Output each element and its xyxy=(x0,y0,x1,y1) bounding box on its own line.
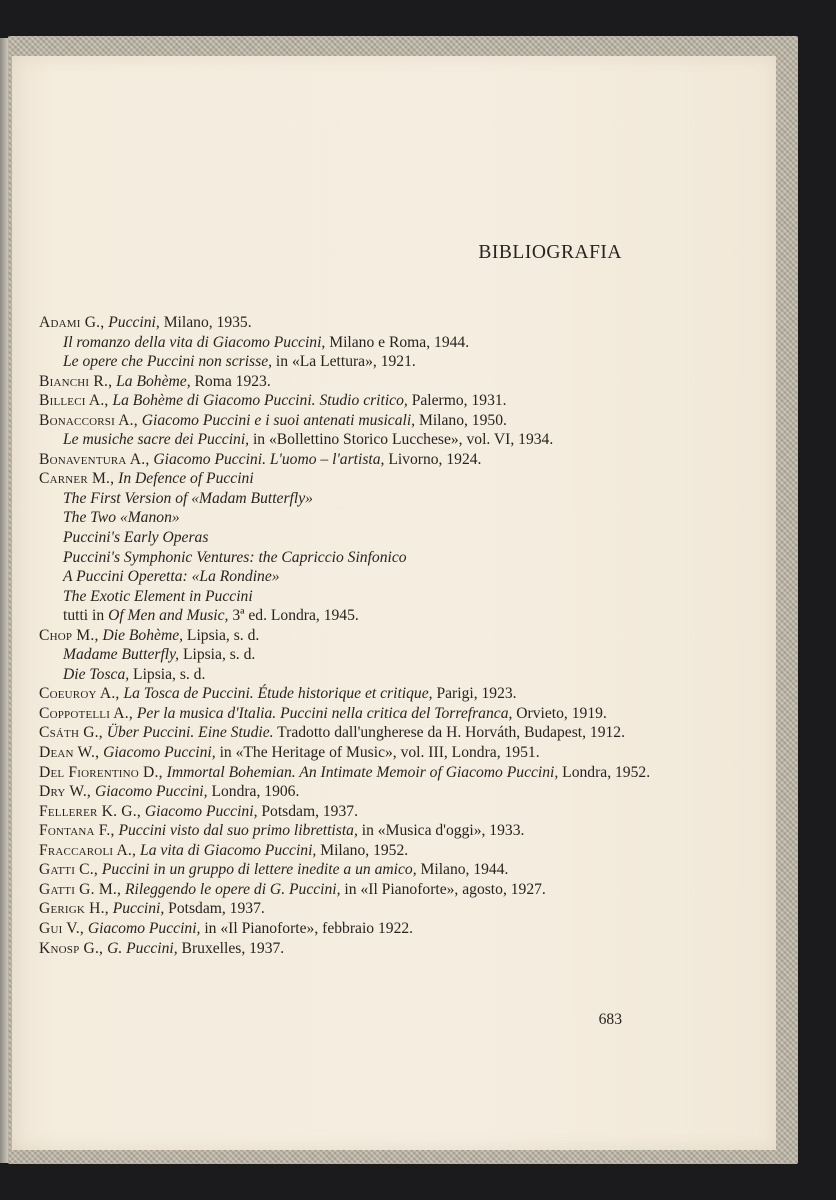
entry-details: Milano, 1935. xyxy=(159,314,252,331)
entry-title: The Exotic Element in Puccini xyxy=(63,587,253,605)
bibliography-entry xyxy=(39,489,639,509)
bibliography-entry xyxy=(39,665,639,685)
entry-title: Puccini, xyxy=(108,314,160,331)
entry-title: Giacomo Puccini, xyxy=(103,744,216,762)
entry-details: 3ª ed. Londra, 1945. xyxy=(228,607,359,625)
entry-details: tutti in xyxy=(63,607,109,625)
bibliography-entry xyxy=(39,860,639,880)
entry-title: La Bohème, xyxy=(116,372,191,390)
bibliography-entry xyxy=(39,626,639,646)
entry-title: Die Bohème, xyxy=(102,626,184,644)
bibliography-entry xyxy=(39,313,639,333)
entry-details: in «Musica d'oggi», 1933. xyxy=(357,822,525,840)
bibliography-entry xyxy=(39,469,639,489)
bibliography-entry xyxy=(39,880,639,900)
entry-title: In Defence of Puccini xyxy=(118,470,254,488)
entry-author: Bianchi R., xyxy=(39,372,113,390)
entry-title: Of Men and Music, xyxy=(108,607,229,625)
bibliography-entry xyxy=(39,450,639,470)
entry-title: G. Puccini, xyxy=(107,939,178,957)
entry-author: Chop M., xyxy=(39,626,99,644)
entry-title: Rileggendo le opere di G. Puccini, xyxy=(125,880,341,898)
entry-author: Gui V., xyxy=(39,919,84,937)
entry-author: Fraccaroli A., xyxy=(39,841,137,859)
entry-details: Potsdam, 1937. xyxy=(257,802,358,820)
bibliography-entry xyxy=(39,743,639,763)
entry-title: Le opere che Puccini non scrisse, xyxy=(63,353,273,371)
bibliography-entry xyxy=(39,821,639,841)
entry-title: The First Version of «Madam Butterfly» xyxy=(63,489,313,507)
entry-author: Dean W., xyxy=(39,744,100,762)
entry-title: Le musiche sacre dei Puccini, xyxy=(63,431,250,449)
bibliography-entry xyxy=(39,919,639,939)
entry-title: Per la musica d'Italia. Puccini nella critica del Torrefranca, xyxy=(136,704,513,722)
entry-title: Puccini visto dal suo primo librettista, xyxy=(118,822,358,840)
bibliography-entry xyxy=(39,352,639,372)
entry-title: Immortal Bohemian. An Intimate Memoir of Giacomo Puccini, xyxy=(166,763,559,781)
bibliography-entry xyxy=(39,899,639,919)
entry-details: Milano, 1950. xyxy=(415,411,507,429)
entry-author: Fontana F., xyxy=(39,822,115,840)
entry-details: in «La Lettura», 1921. xyxy=(272,353,416,371)
entry-title: The Two «Manon» xyxy=(63,509,180,527)
entry-author: Billeci A., xyxy=(39,392,109,410)
entry-title: Puccini's Symphonic Ventures: the Capriccio Sinfonico xyxy=(63,548,407,566)
entry-details: Milano, 1952. xyxy=(316,841,409,859)
entry-author: Dry W., xyxy=(39,783,92,801)
bibliography-list xyxy=(39,313,651,958)
bibliography-entry xyxy=(39,645,639,665)
bibliography-entry xyxy=(39,841,639,861)
entry-details: Roma 1923. xyxy=(190,372,271,390)
entry-details: Parigi, 1923. xyxy=(432,685,517,703)
entry-author: Carner M., xyxy=(39,470,115,488)
entry-title: A Puccini Operetta: «La Rondine» xyxy=(63,568,280,586)
bibliography-entry xyxy=(39,802,639,822)
entry-author: Gatti C., xyxy=(39,861,98,879)
entry-details: Milano, 1944. xyxy=(416,861,509,879)
entry-title: Die Tosca, xyxy=(63,665,130,683)
entry-details: Londra, 1952. xyxy=(558,763,651,781)
entry-author: Adami G., xyxy=(39,314,105,331)
entry-title: Puccini's Early Operas xyxy=(63,529,209,547)
entry-title: La vita di Giacomo Puccini, xyxy=(140,841,317,859)
bibliography-entry xyxy=(39,411,639,431)
entry-details: in «Il Pianoforte», agosto, 1927. xyxy=(340,880,546,898)
bibliography-entry xyxy=(39,606,639,626)
entry-title: Puccini, xyxy=(112,900,165,918)
entry-details: Milano e Roma, 1944. xyxy=(325,333,470,351)
entry-author: Gatti G. M., xyxy=(39,880,122,898)
bibliography-entry xyxy=(39,704,639,724)
entry-author: Coppotelli A., xyxy=(39,704,133,722)
bibliography-entry xyxy=(39,528,639,548)
entry-details: Bruxelles, 1937. xyxy=(177,939,285,957)
bibliography-entry xyxy=(39,333,639,353)
bibliography-entry xyxy=(39,782,639,802)
entry-details: Tradotto dall'ungherese da H. Horváth, Budapest, 1912. xyxy=(273,724,625,742)
bibliography-entry xyxy=(39,939,639,959)
bibliography-entry xyxy=(39,684,639,704)
page-title: BIBLIOGRAFIA xyxy=(478,242,622,263)
entry-title: La Bohème di Giacomo Puccini. Studio critico, xyxy=(112,392,408,410)
entry-title: Madame Butterfly, xyxy=(63,646,180,664)
entry-title: Giacomo Puccini, xyxy=(87,919,201,937)
entry-details: in «Il Pianoforte», febbraio 1922. xyxy=(200,919,414,937)
entry-details: Palermo, 1931. xyxy=(407,392,507,410)
entry-details: Lipsia, s. d. xyxy=(129,665,206,683)
entry-details: Orvieto, 1919. xyxy=(512,704,607,722)
entry-details: Livorno, 1924. xyxy=(384,450,482,468)
entry-author: Gerigk H., xyxy=(39,900,109,918)
page-number: 683 xyxy=(598,1011,622,1028)
entry-author: Bonaccorsi A., xyxy=(39,411,138,429)
entry-title: Puccini in un gruppo di lettere inedite a un amico, xyxy=(101,861,417,879)
entry-author: Del Fiorentino D., xyxy=(39,763,163,781)
entry-title: Über Puccini. Eine Studie. xyxy=(106,724,274,742)
entry-details: Potsdam, 1937. xyxy=(164,900,265,918)
book-page xyxy=(12,56,776,1150)
entry-details: in «Bollettino Storico Lucchese», vol. VI, 1934. xyxy=(249,431,554,449)
bibliography-entry xyxy=(39,548,639,568)
entry-title: Giacomo Puccini. L'uomo – l'artista, xyxy=(153,450,385,468)
entry-author: Csáth G., xyxy=(39,724,103,742)
bibliography-entry xyxy=(39,430,639,450)
entry-title: La Tosca de Puccini. Étude historique et critique, xyxy=(123,685,433,703)
bibliography-entry xyxy=(39,508,639,528)
bibliography-entry xyxy=(39,723,639,743)
bibliography-entry xyxy=(39,567,639,587)
entry-author: Coeuroy A., xyxy=(39,685,120,703)
bibliography-entry xyxy=(39,391,639,411)
entry-author: Fellerer K. G., xyxy=(39,802,141,820)
entry-title: Giacomo Puccini, xyxy=(94,783,208,801)
entry-details: Londra, 1906. xyxy=(207,783,300,801)
bibliography-entry xyxy=(39,372,639,392)
bibliography-entry xyxy=(39,587,639,607)
entry-details: in «The Heritage of Music», vol. III, Londra, 1951. xyxy=(215,744,540,762)
bibliography-entry xyxy=(39,763,651,783)
entry-details: Lipsia, s. d. xyxy=(183,626,260,644)
entry-details: Lipsia, s. d. xyxy=(179,646,256,664)
entry-title: Giacomo Puccini, xyxy=(144,802,258,820)
entry-author: Bonaventura A., xyxy=(39,450,150,468)
entry-title: Il romanzo della vita di Giacomo Puccini, xyxy=(63,333,326,351)
entry-title: Giacomo Puccini e i suoi antenati musicali, xyxy=(141,411,416,429)
entry-author: Knosp G., xyxy=(39,939,104,957)
